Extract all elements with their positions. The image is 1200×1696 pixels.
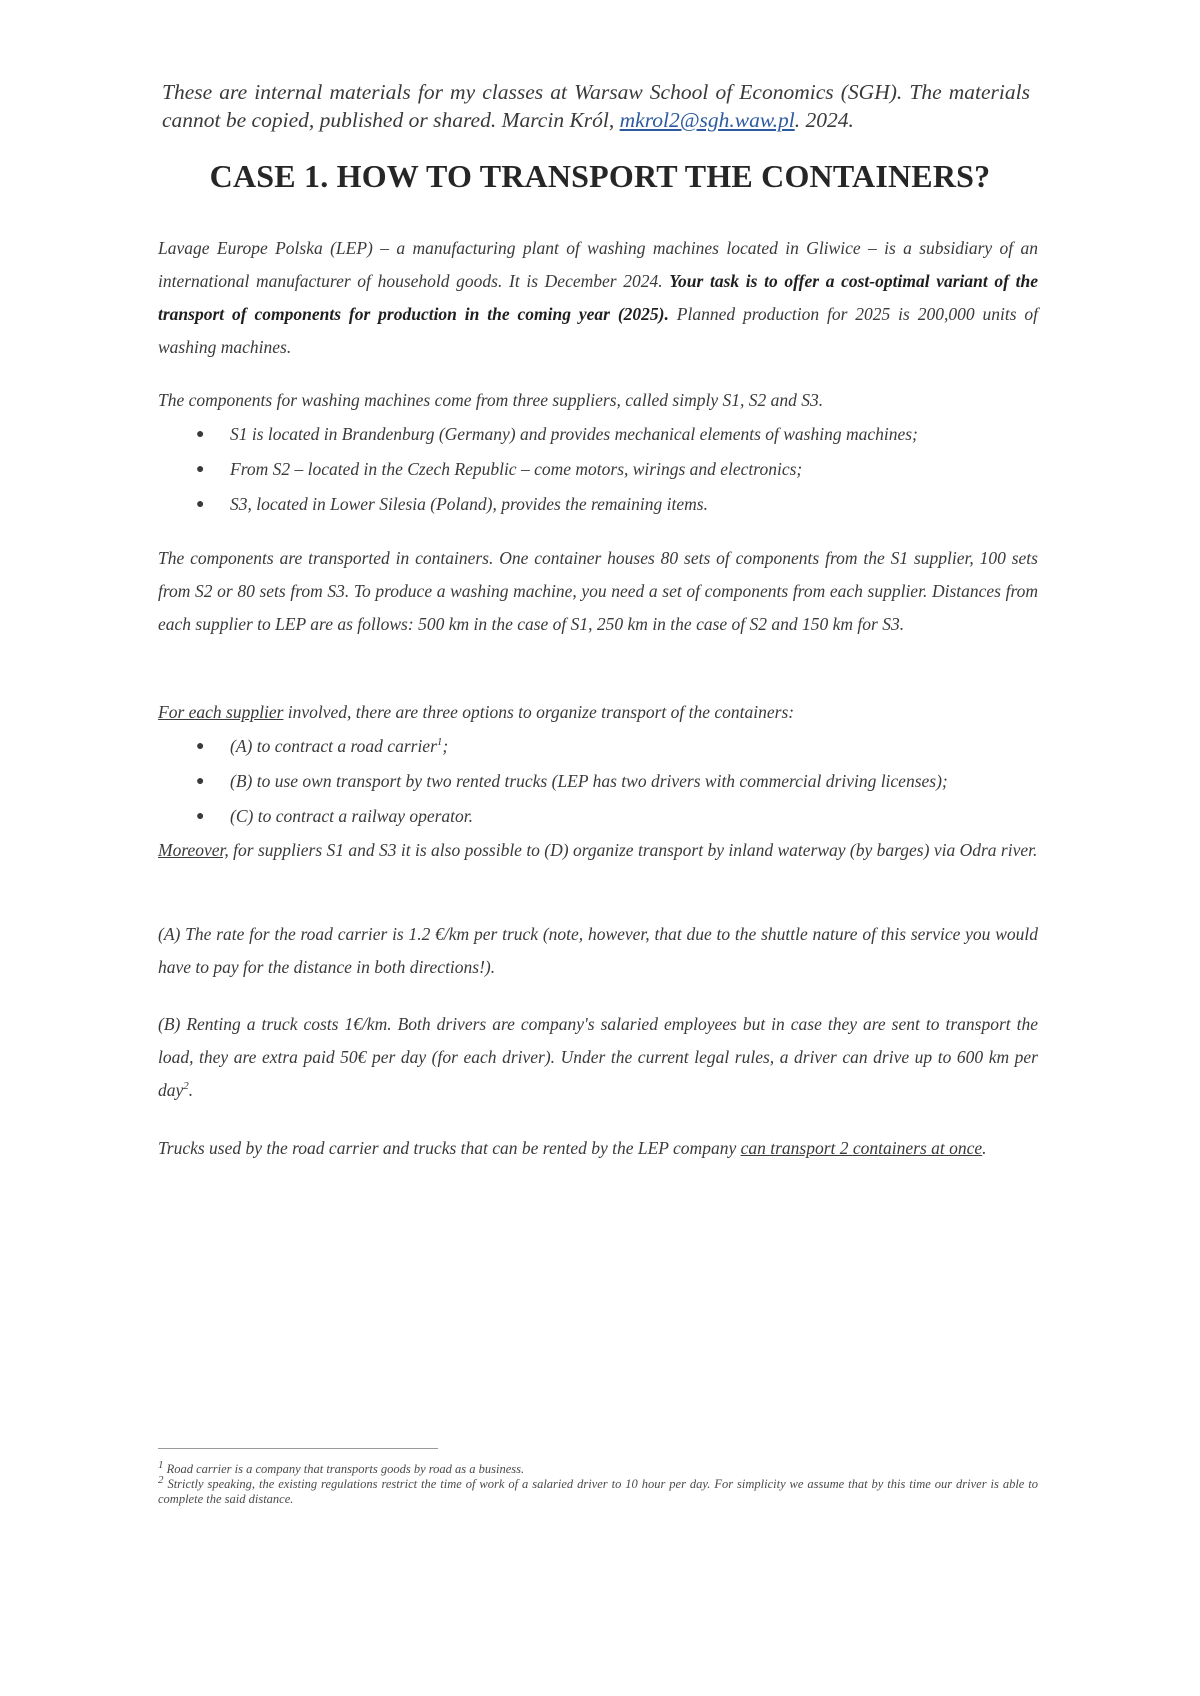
bullet-icon: ●: [196, 427, 205, 442]
task-statement: Your task is to offer a cost-optimal variant of the transport of components for production in the coming year (2025).: [158, 271, 1038, 324]
author-email-link[interactable]: mkrol2@sgh.waw.pl: [619, 108, 795, 132]
list-item: ● (A) to contract a road carrier$^1$;: [158, 729, 1038, 764]
list-item: ● From S2 – located in the Czech Republic – come motors, wirings and electronics;: [158, 452, 1038, 487]
capacity-underlined: can transport 2 containers at once: [740, 1138, 983, 1158]
options-lead-underlined: For each supplier: [158, 702, 284, 722]
suppliers-section: [158, 384, 1038, 522]
moreover-text: for suppliers S1 and S3 it is also possible to (D) organize transport by inland waterway (by barges) via Odra river.: [228, 840, 1038, 860]
options-lead: involved, there are three options to organize transport of the containers:: [283, 702, 795, 722]
footnote-ref[interactable]: 1: [436, 736, 443, 749]
bullet-icon: ●: [196, 809, 205, 824]
option-a-paragraph: (A) The rate for the road carrier is 1.2 €/km per truck (note, however, that due to the shuttle nature of this service you would have to pay for the distance in both directions!).: [158, 924, 1038, 977]
bullet-icon: ●: [196, 774, 205, 789]
bullet-icon: ●: [196, 462, 205, 477]
disclaimer: [162, 78, 1030, 134]
options-section: [158, 696, 1038, 867]
list-item: ● (B) to use own transport by two rented trucks (LEP has two drivers with commercial driving licenses);: [158, 764, 1038, 799]
options-list: [158, 729, 1038, 834]
containers-paragraph: The components are transported in containers. One container houses 80 sets of components from the S1 supplier, 100 sets from S2 or 80 sets from S3. To produce a washing machine, you need a set of components from each supplier. Distances from each supplier to LEP are as follows: 500 km in the case of S1, 250 km in the case of S2 and 150 km for S3.: [158, 548, 1038, 634]
moreover-underlined: Moreover,: [158, 840, 229, 860]
footnote-1: $^1$ Road carrier is a company that transports goods by road as a business.: [158, 1458, 525, 1476]
intro-text: Lavage Europe Polska (LEP) – a manufacturing plant of washing machines located in Gliwice – is a subsidiary of an international manufacturer of household goods. It is December 2024.: [158, 238, 1038, 291]
footnote-ref[interactable]: 2: [183, 1080, 189, 1093]
intro-paragraph: [158, 232, 1038, 364]
production-plan: Planned production for 2025 is 200,000 units of washing machines.: [158, 304, 1039, 357]
footnote-2: $^2$ Strictly speaking, the existing regulations restrict the time of work of a salaried driver to 10 hour per day. For simplicity we assume that by this time our driver is able to complete the said distance.: [158, 1473, 1039, 1506]
option-b-paragraph: (B) Renting a truck costs 1€/km. Both drivers are company's salaried employees but in case they are sent to transport the load, they are extra paid 50€ per day (for each driver). Under the current legal rules, a driver can drive up to 600 km per day$^2$.: [158, 1014, 1038, 1100]
list-item: ● S1 is located in Brandenburg (Germany) and provides mechanical elements of washing machines;: [158, 417, 1038, 452]
trucks-paragraph: Trucks used by the road carrier and trucks that can be rented by the LEP company can transport 2 containers at once.: [158, 1138, 987, 1158]
disclaimer-text: These are internal materials for my classes at Warsaw School of Economics (SGH). The materials cannot be copied, published or shared. Marcin Król,: [162, 80, 1030, 132]
disclaimer-year: . 2024.: [794, 108, 854, 132]
list-item: ● S3, located in Lower Silesia (Poland), provides the remaining items.: [158, 487, 1038, 522]
bullet-icon: ●: [196, 739, 205, 754]
footnote-divider: [158, 1448, 438, 1449]
suppliers-lead: The components for washing machines come from three suppliers, called simply S1, S2 and S3.: [158, 390, 824, 410]
page-title: CASE 1. HOW TO TRANSPORT THE CONTAINERS?: [209, 158, 991, 194]
footnotes: [158, 1458, 1039, 1507]
suppliers-list: [158, 417, 1038, 522]
bullet-icon: ●: [196, 497, 205, 512]
list-item: ● (C) to contract a railway operator.: [158, 799, 1038, 834]
